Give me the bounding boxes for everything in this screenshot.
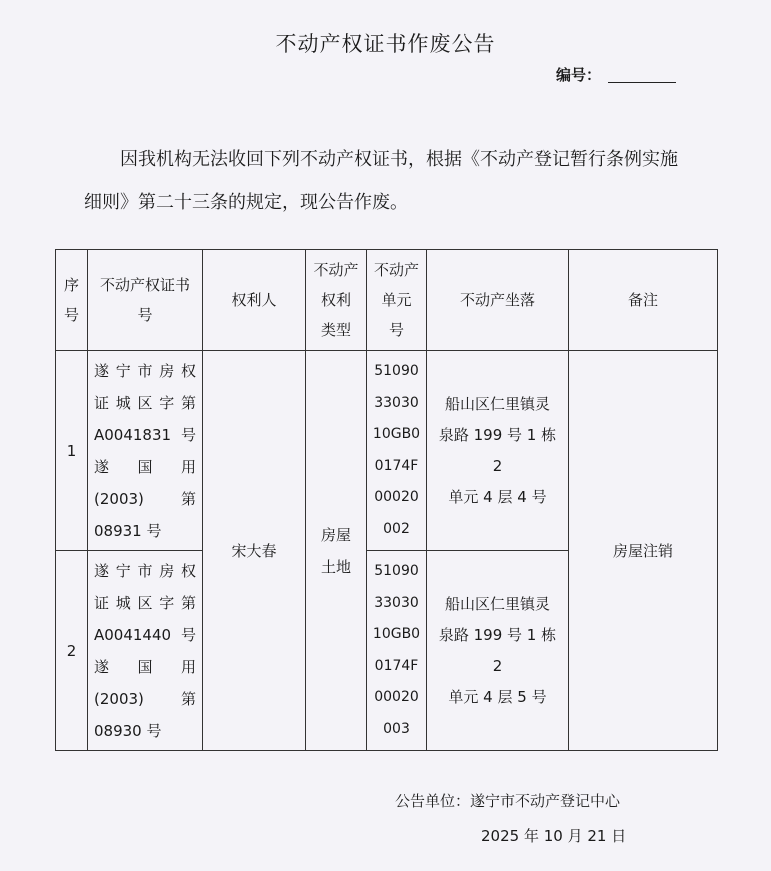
header-cert-no: 不动产权证书 号	[88, 250, 203, 351]
header-seq: 序 号	[56, 250, 88, 351]
cert-line: 08930 号	[94, 721, 162, 740]
row-location: 船山区仁里镇灵 泉路 199 号 1 栋 2 单元 4 层 5 号	[427, 551, 569, 751]
issuing-unit: 公告单位：遂宁市不动产登记中心	[395, 792, 621, 810]
cert-line: 遂宁市房权	[94, 361, 196, 380]
row-unit-no: 51090 33030 10GB0 0174F 00020 003	[367, 551, 427, 751]
table-header-row	[56, 250, 718, 351]
row-seq: 2	[56, 551, 88, 751]
holder-name: 宋大春	[203, 351, 306, 751]
notice-title: 不动产权证书作废公告	[275, 32, 496, 56]
row-seq: 1	[56, 351, 88, 551]
serial-number-blank	[608, 82, 676, 83]
cert-line: 遂宁市房权	[94, 561, 196, 580]
cert-line: 遂 国 用	[94, 457, 196, 476]
table-row	[56, 351, 718, 551]
cert-line: 证城区字第	[94, 393, 196, 412]
cert-line: (2003) 第	[94, 489, 196, 508]
cert-line: (2003) 第	[94, 689, 196, 708]
row-location: 船山区仁里镇灵 泉路 199 号 1 栋 2 单元 4 层 4 号	[427, 351, 569, 551]
cert-line: A0041831 号	[94, 425, 196, 444]
header-right-type: 不动产 权利 类型	[306, 250, 367, 351]
cert-line: 遂 国 用	[94, 657, 196, 676]
remark: 房屋注销	[569, 351, 718, 751]
row-cert-no	[88, 351, 203, 551]
header-unit-no: 不动产 单元 号	[367, 250, 427, 351]
header-remark: 备注	[569, 250, 718, 351]
right-type: 房屋 土地	[306, 351, 367, 751]
serial-number-label: 编号：	[556, 66, 602, 84]
header-holder: 权利人	[203, 250, 306, 351]
cert-line: 08931 号	[94, 521, 162, 540]
cert-line: 证城区字第	[94, 593, 196, 612]
row-unit-no: 51090 33030 10GB0 0174F 00020 002	[367, 351, 427, 551]
notice-date: 2025 年 10 月 21 日	[481, 827, 627, 845]
certificate-table	[55, 249, 718, 751]
cert-line: A0041440 号	[94, 625, 196, 644]
row-cert-no	[88, 551, 203, 751]
header-location: 不动产坐落	[427, 250, 569, 351]
notice-body: 因我机构无法收回下列不动产权证书，根据《不动产登记暂行条例实施细则》第二十三条的规定，现公告作废。	[84, 149, 678, 213]
